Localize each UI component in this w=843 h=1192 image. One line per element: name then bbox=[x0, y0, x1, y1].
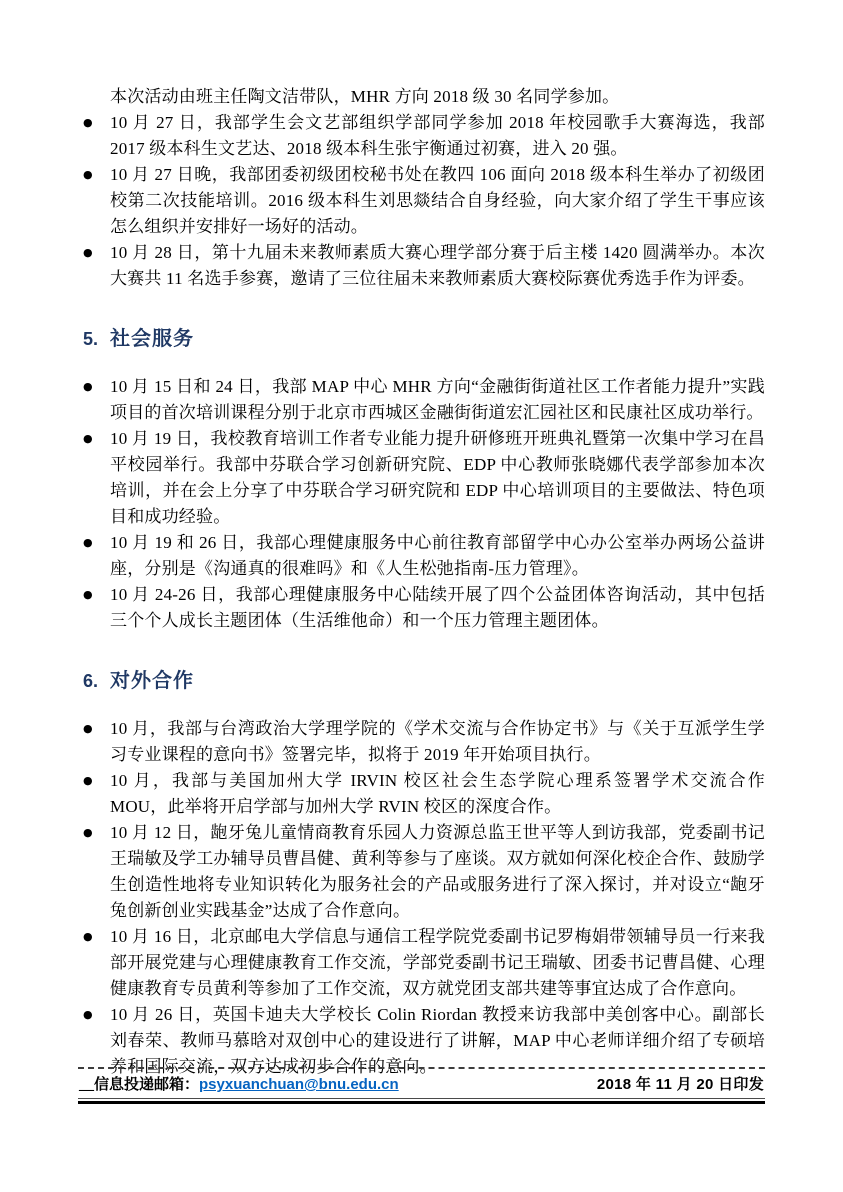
list-item bbox=[83, 820, 765, 924]
list-item bbox=[83, 716, 765, 768]
footer-mailbox bbox=[79, 1073, 399, 1094]
bullet-icon: ● bbox=[83, 774, 93, 787]
list-item bbox=[83, 162, 765, 240]
bullet-icon: ● bbox=[83, 116, 93, 129]
list-item-text: 10 月，我部与美国加州大学 IRVIN 校区社会生态学院心理系签署学术交流合作 MOU，此举将开启学部与加州大学 RVIN 校区的深度合作。 bbox=[110, 771, 765, 816]
list-item-text: 10 月 12 日，龅牙兔儿童情商教育乐园人力资源总监王世平等人到访我部，党委副书记王瑞敏及学工办辅导员曹昌健、黄利等参与了座谈。双方就如何深化校企合作、鼓励学生创造性地将专业知识转化为服务社会的产品或服务进行了深入探讨，并对设立“龅牙兔创新创业实践基金”达成了合作意向。 bbox=[110, 823, 765, 920]
list-item bbox=[83, 924, 765, 1002]
list-item bbox=[83, 426, 765, 530]
list-item-text: 10 月 19 日，我校教育培训工作者专业能力提升研修班开班典礼暨第一次集中学习在昌平校园举行。我部中芬联合学习创新研究院、EDP 中心教师张晓娜代表学部参加本次培训，并在会上分享了中芬联合学习研究院和 EDP 中心培训项目的主要做法、特色项目和成功经验。 bbox=[110, 429, 765, 526]
bullet-icon: ● bbox=[83, 380, 93, 393]
bullet-icon: ● bbox=[83, 246, 93, 259]
list-item-text: 10 月 16 日，北京邮电大学信息与通信工程学院党委副书记罗梅娟带领辅导员一行来我部开展党建与心理健康教育工作交流，学部党委副书记王瑞敏、团委书记曹昌健、心理健康教育专员黄利等参加了工作交流，双方就党团支部共建等事宜达成了合作意向。 bbox=[110, 927, 765, 998]
list-item-text: 10 月 27 日，我部学生会文艺部组织学部同学参加 2018 年校园歌手大赛海选，我部 2017 级本科生文艺达、2018 级本科生张宇衡通过初赛，进入 20 强。 bbox=[110, 113, 765, 158]
list-item-text: 10 月，我部与台湾政治大学理学院的《学术交流与合作协定书》与《关于互派学生学习专业课程的意向书》签署完毕，拟将于 2019 年开始项目执行。 bbox=[110, 719, 765, 764]
heading-title: 社会服务 bbox=[110, 328, 194, 350]
bullet-icon: ● bbox=[83, 826, 93, 839]
heading-title: 对外合作 bbox=[110, 670, 194, 692]
list-item bbox=[83, 582, 765, 634]
bullet-icon: ● bbox=[83, 432, 93, 445]
list-item-text: 10 月 15 日和 24 日，我部 MAP 中心 MHR 方向“金融街街道社区工作者能力提升”实践项目的首次培训课程分别于北京市西城区金融街街道宏汇园社区和民康社区成功举行。 bbox=[110, 377, 765, 422]
bullet-icon: ● bbox=[83, 168, 93, 181]
list-item bbox=[83, 110, 765, 162]
section-heading-external-cooperation bbox=[83, 667, 765, 695]
footer-bottom-border bbox=[78, 1098, 765, 1104]
list-item-text: 10 月 24-26 日，我部心理健康服务中心陆续开展了四个公益团体咨询活动，其中包括三个个人成长主题团体（生活维他命）和一个压力管理主题团体。 bbox=[110, 585, 765, 630]
list-item bbox=[83, 240, 765, 292]
list-item bbox=[83, 374, 765, 426]
heading-number: 6. bbox=[83, 671, 99, 691]
heading-number: 5. bbox=[83, 329, 99, 349]
bullet-icon: ● bbox=[83, 1008, 93, 1021]
list-item-text: 10 月 28 日，第十九届未来教师素质大赛心理学部分赛于后主楼 1420 圆满举办。本次大赛共 11 名选手参赛，邀请了三位往届未来教师素质大赛校际赛优秀选手作为评委。 bbox=[110, 243, 765, 288]
list-item bbox=[83, 768, 765, 820]
list-item bbox=[83, 530, 765, 582]
email-link[interactable]: psyxuanchuan@bnu.edu.cn bbox=[199, 1076, 399, 1093]
mailbox-label: __信息投递邮箱： bbox=[79, 1077, 200, 1093]
document-content bbox=[83, 84, 765, 1080]
print-date: 2018 年 11 月 20 日印发 bbox=[596, 1076, 764, 1093]
section-heading-social-service bbox=[83, 325, 765, 353]
bullet-icon: ● bbox=[83, 930, 93, 943]
bullet-icon: ● bbox=[83, 722, 93, 735]
list-item-text: 10 月 26 日，英国卡迪夫大学校长 Colin Riordan 教授来访我部中美创客中心。副部长刘春荣、教师马慕晗对双创中心的建设进行了讲解，MAP 中心老师详细介绍了专硕培养和国际交流，双方达成初步合作的意向。 bbox=[110, 1005, 765, 1076]
bullet-icon: ● bbox=[83, 588, 93, 601]
list-item-text: 10 月 27 日晚，我部团委初级团校秘书处在教四 106 面向 2018 级本科生举办了初级团校第二次技能培训。2016 级本科生刘思燚结合自身经验，向大家介绍了学生干事应该怎么组织并安排好一场好的活动。 bbox=[110, 165, 765, 236]
continuation-paragraph: 本次活动由班主任陶文洁带队，MHR 方向 2018 级 30 名同学参加。 bbox=[110, 87, 620, 106]
page-footer bbox=[78, 1067, 765, 1104]
bullet-icon: ● bbox=[83, 536, 93, 549]
footer-row bbox=[78, 1069, 765, 1098]
list-item-text: 10 月 19 和 26 日，我部心理健康服务中心前往教育部留学中心办公室举办两场公益讲座，分别是《沟通真的很难吗》和《人生松弛指南-压力管理》。 bbox=[110, 533, 765, 578]
